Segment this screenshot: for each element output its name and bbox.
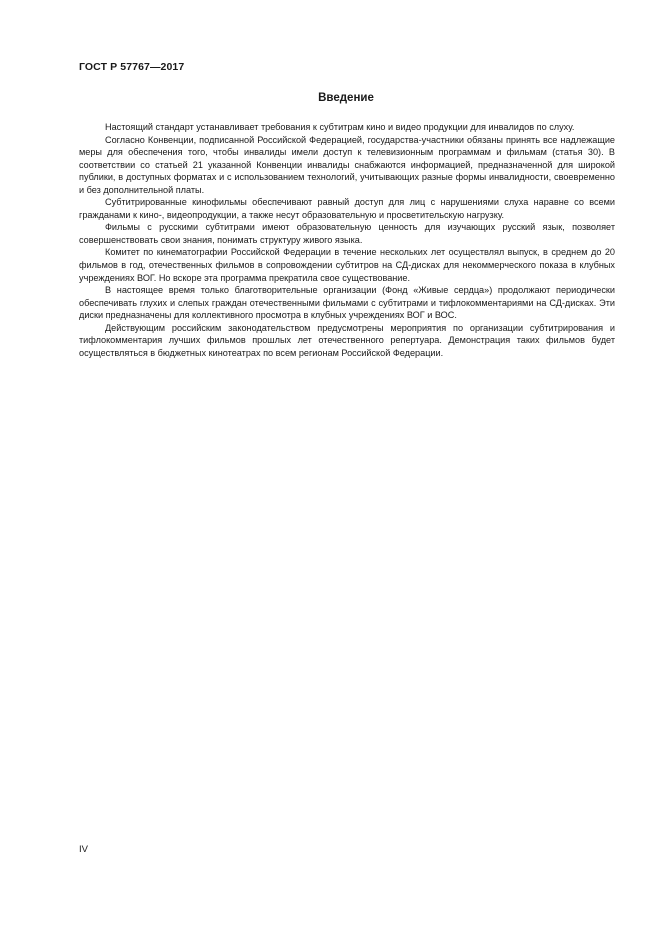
section-title: Введение: [318, 92, 374, 104]
paragraph: В настоящее время только благотворительные организации (Фонд «Живые сердца») продолжают периодически обеспечивать глухих и слепых граждан отечественными фильмами с субтитрами и тифлокомментариями на СД-дисках. Эти диски предназначены для коллективного просмотра в клубных учреждениях ВОГ и ВОС.: [79, 285, 615, 321]
paragraph: Действующим российским законодательством предусмотрены мероприятия по организации субтитрирования и тифлокомментария лучших фильмов прошлых лет отечественного репертуара. Демонстрация таких фильмов будет осуществляться в бюджетных кинотеатрах по всем регионам Российской Федерации.: [79, 322, 615, 358]
body-text: [79, 121, 615, 359]
paragraph: Комитет по кинематографии Российской Федерации в течение нескольких лет осуществлял выпуск, в среднем до 20 фильмов в год, отечественных фильмов в сопровождении субтитров на СД-дисках для некоммерческого показа в клубных учреждениях ВОГ. Но вскоре эта программа прекратила свое существование.: [79, 247, 615, 283]
page-number: IV: [79, 844, 88, 855]
paragraph: Настоящий стандарт устанавливает требования к субтитрам кино и видео продукции для инвалидов по слуху.: [105, 122, 575, 132]
document-header: ГОСТ Р 57767—2017: [79, 61, 185, 73]
paragraph: Фильмы с русскими субтитрами имеют образовательную ценность для изучающих русский язык, позволяет совершенствовать свои знания, понимать структуру живого языка.: [79, 222, 615, 245]
paragraph: Согласно Конвенции, подписанной Российской Федерацией, государства-участники обязаны принять все надлежащие меры для обеспечения того, чтобы инвалиды имели доступ к телевизионным программам и фильмам (статья 30). В соответствии со статьей 21 указанной Конвенции инвалиды снабжаются информацией, предназначенной для широкой публики, в доступных форматах и с использованием технологий, учитывающих разные формы инвалидности, своевременно и без дополнительной платы.: [79, 134, 615, 195]
paragraph: Субтитрированные кинофильмы обеспечивают равный доступ для лиц с нарушениями слуха наравне со всеми гражданами к кино-, видеопродукции, а также несут образовательную и просветительскую нагрузку.: [79, 197, 615, 220]
